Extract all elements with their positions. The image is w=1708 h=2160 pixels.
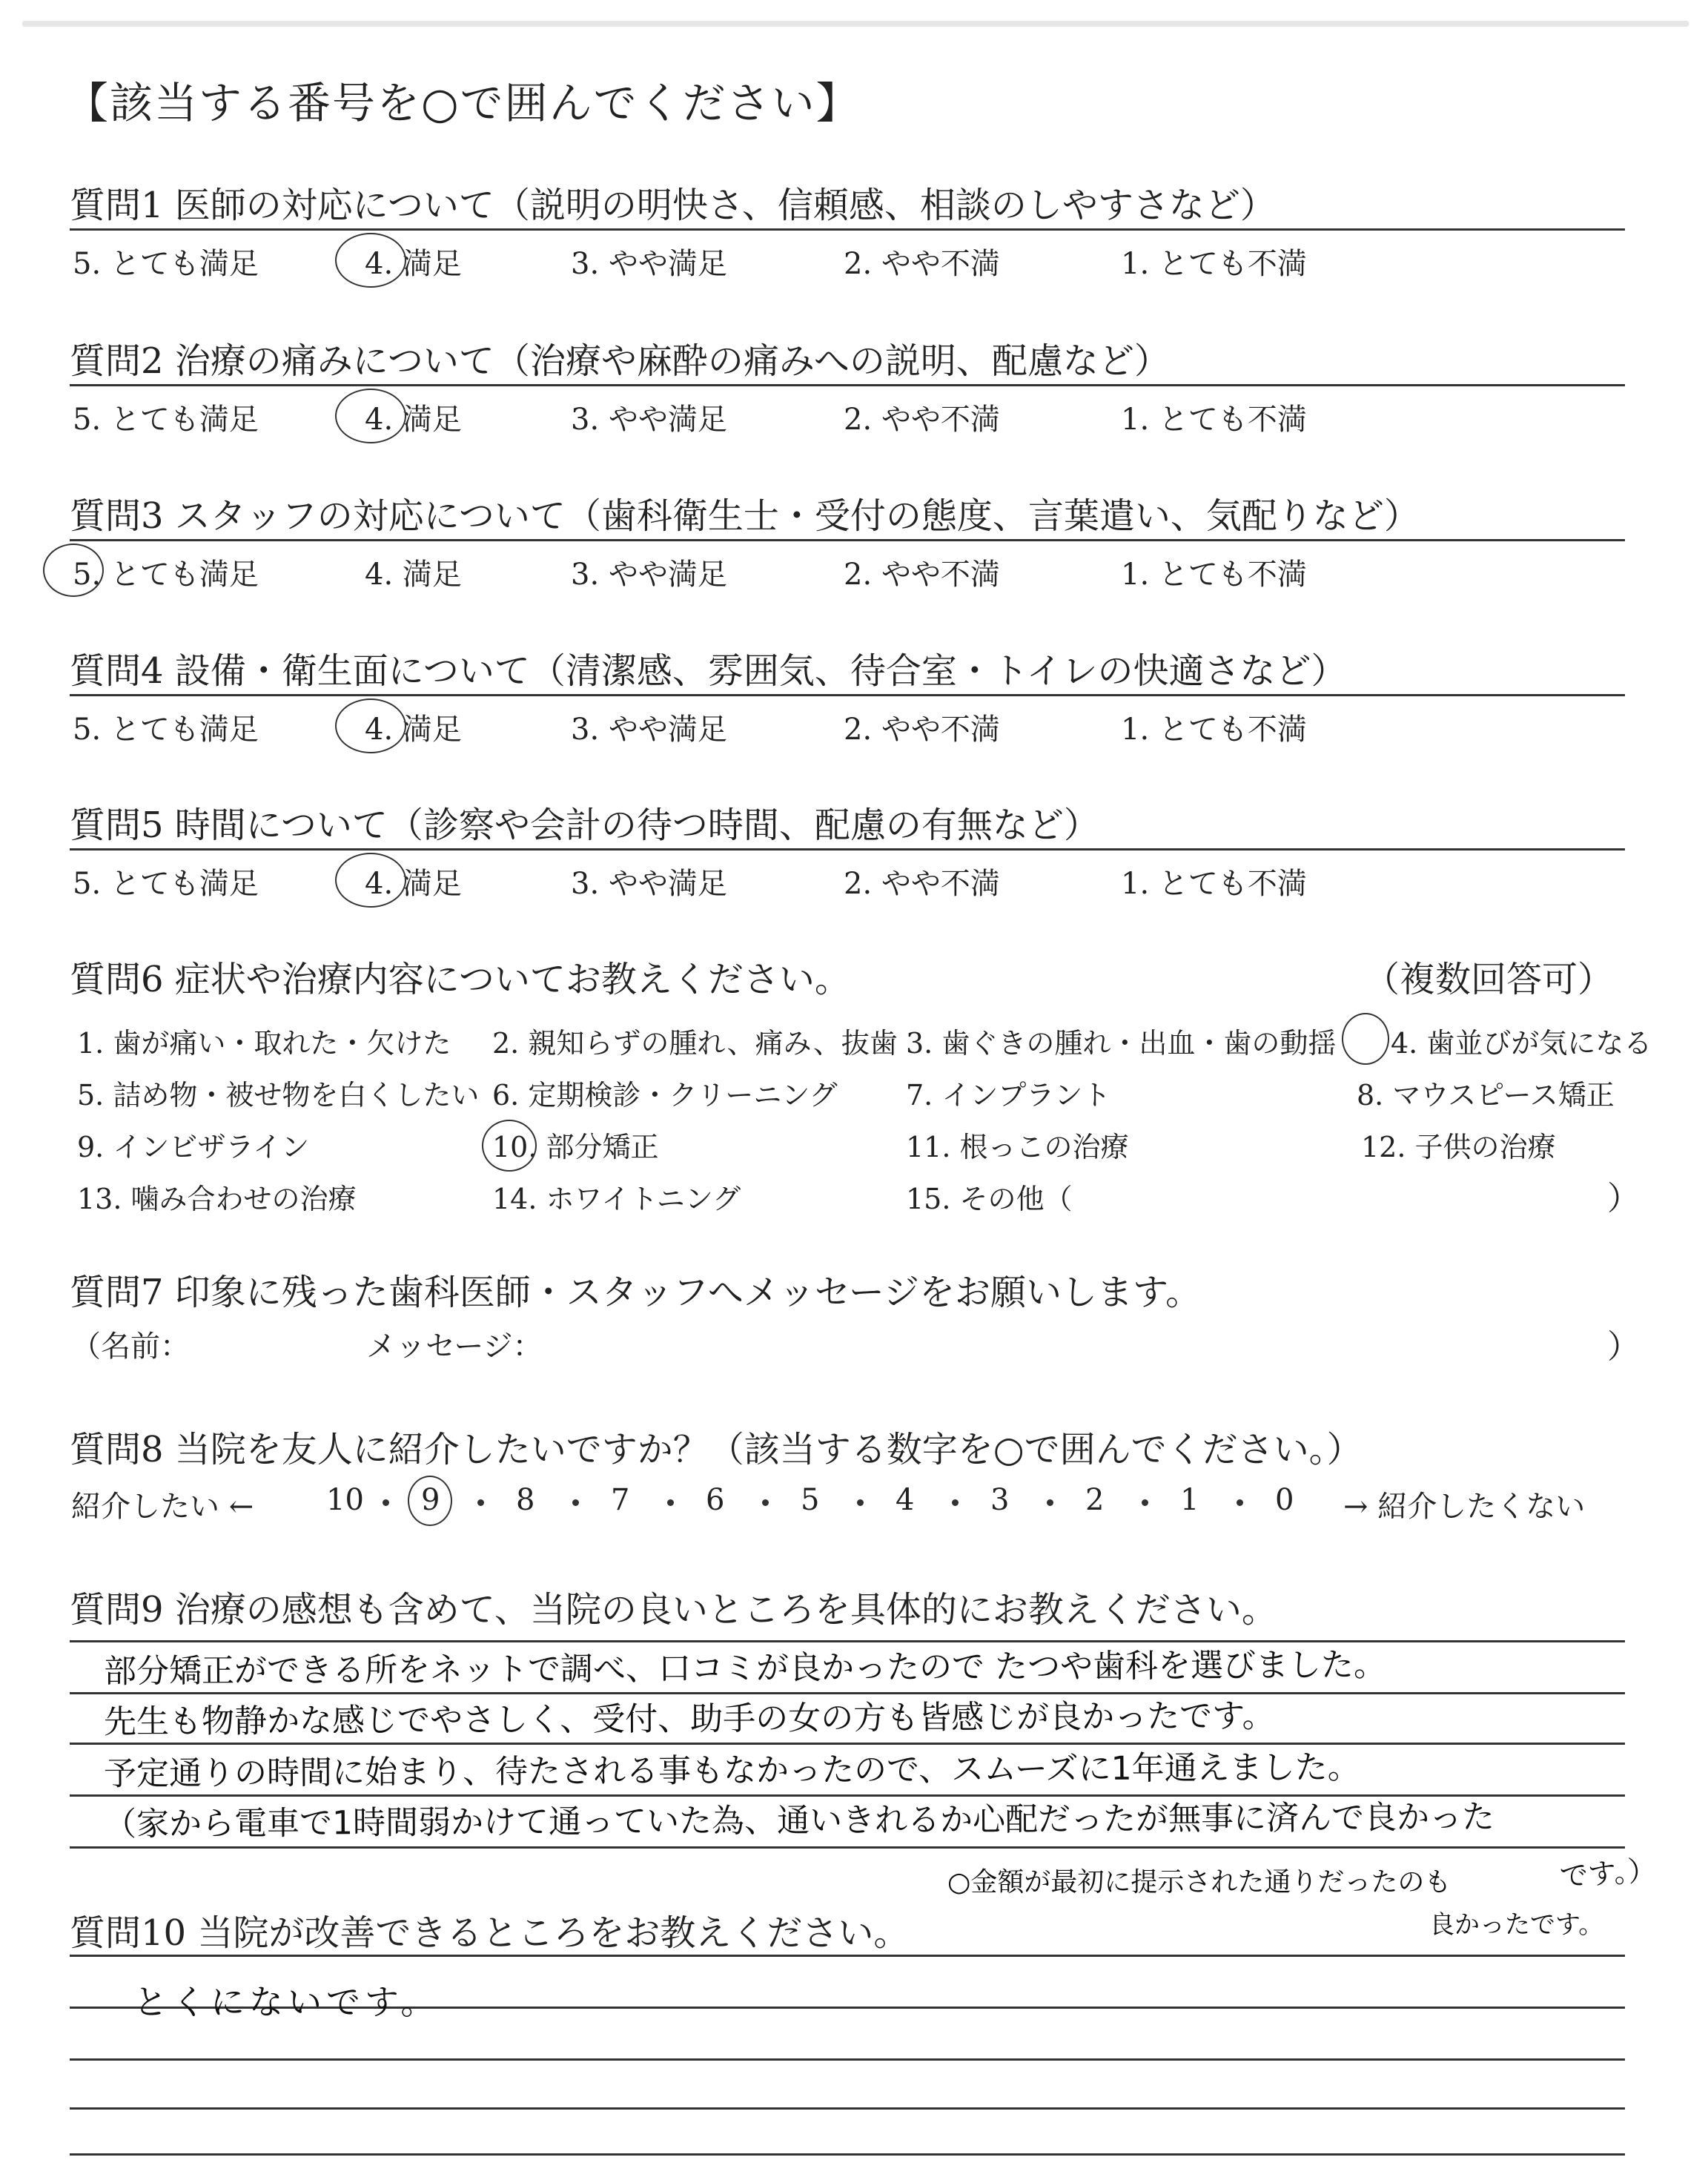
question-6-title: 質問6 症状や治療内容についてお教えください。: [70, 959, 850, 1000]
question-5-option-2[interactable]: 2. やや不満: [844, 867, 1000, 901]
question-10-handwritten-answer: とくにないです。: [133, 1982, 440, 2022]
question-9-handwritten-line-5: です。）: [1558, 1853, 1658, 1893]
question-6-option-10[interactable]: 10. 部分矯正: [492, 1131, 659, 1163]
question-5-option-4[interactable]: 4. 満足: [365, 867, 462, 901]
question-1-option-3[interactable]: 3. やや満足: [571, 247, 727, 281]
question-8-separator-dot: [1142, 1499, 1148, 1506]
question-6-option-1[interactable]: 1. 歯が痛い・取れた・欠けた: [77, 1027, 451, 1060]
question-6-option-4[interactable]: 4. 歯並びが気になる: [1391, 1027, 1652, 1060]
question-6-option-12[interactable]: 12. 子供の治療: [1361, 1131, 1556, 1163]
question-2-option-4[interactable]: 4. 満足: [365, 403, 462, 437]
question-9-handwritten-line-3: 予定通りの時間に始まり、待たされる事もなかったので、スムーズに1年通えました。: [103, 1748, 1360, 1793]
question-10-side-note-line-1: ○金額が最初に提示された通りだったのも: [947, 1867, 1452, 1898]
question-6-option-7[interactable]: 7. インプラント: [906, 1079, 1111, 1112]
question-8-scale-6[interactable]: 6: [706, 1483, 725, 1517]
question-3-option-1[interactable]: 1. とても不満: [1121, 558, 1307, 592]
question-9-handwritten-line-4: （家から電車で1時間弱かけて通っていた為、通いきれるか心配だったが無事に済んで良かった: [103, 1798, 1495, 1843]
question-6-option-9[interactable]: 9. インビザライン: [77, 1131, 310, 1163]
question-8-separator-dot: [1047, 1499, 1053, 1506]
question-7-title: 質問7 印象に残った歯科医師・スタッフへメッセージをお願いします。: [70, 1272, 1202, 1313]
question-10-title: 質問10 当院が改善できるところをお教えください。: [70, 1912, 910, 1954]
question-9-handwritten-line-1: 部分矯正ができる所をネットで調べ、口コミが良かったので たつや歯科を選びました。: [103, 1645, 1387, 1691]
question-4-option-5[interactable]: 5. とても満足: [73, 713, 259, 747]
question-9-answer-line-5: [70, 1846, 1625, 1849]
question-1-option-5[interactable]: 5. とても満足: [73, 247, 259, 281]
question-4-title: 質問4 設備・衛生面について（清潔感、雰囲気、待合室・トイレの快適さなど）: [70, 650, 1347, 692]
question-6-option-5[interactable]: 5. 詰め物・被せ物を白くしたい: [77, 1079, 480, 1112]
question-8-scale-5[interactable]: 5: [801, 1483, 820, 1517]
question-3-rule: [70, 539, 1625, 541]
top-edge-shadow: [22, 21, 1689, 27]
question-8-scale-1[interactable]: 1: [1180, 1483, 1199, 1517]
page-title: 【該当する番号を○で囲んでください】: [65, 78, 861, 128]
question-8-scale-10[interactable]: 10: [326, 1483, 364, 1517]
question-10-answer-line-5: [70, 2153, 1625, 2156]
question-1-option-2[interactable]: 2. やや不満: [844, 247, 1000, 281]
question-3-option-5[interactable]: 5. とても満足: [73, 558, 259, 592]
question-2-option-1[interactable]: 1. とても不満: [1121, 403, 1307, 437]
question-6-note: （複数回答可）: [1364, 959, 1614, 1000]
question-8-right-label: → 紹介したくない: [1343, 1490, 1586, 1524]
question-1-title: 質問1 医師の対応について（説明の明快さ、信頼感、相談のしやすさなど）: [70, 185, 1276, 226]
question-5-option-1[interactable]: 1. とても不満: [1121, 867, 1307, 901]
question-6-option-14[interactable]: 14. ホワイトニング: [492, 1183, 741, 1215]
question-8-separator-dot: [762, 1499, 769, 1506]
question-3-option-4[interactable]: 4. 満足: [365, 558, 462, 592]
question-8-scale-3[interactable]: 3: [990, 1483, 1010, 1517]
question-8-separator-dot: [857, 1499, 864, 1506]
question-8-scale-0[interactable]: 0: [1275, 1483, 1294, 1517]
question-5-option-3[interactable]: 3. やや満足: [571, 867, 727, 901]
question-2-rule: [70, 384, 1625, 386]
question-6-option-8[interactable]: 8. マウスピース矯正: [1357, 1079, 1615, 1112]
question-2-answer-circle: [335, 389, 406, 443]
question-8-separator-dot: [572, 1499, 579, 1506]
question-6-option-3[interactable]: 3. 歯ぐきの腫れ・出血・歯の動揺: [906, 1027, 1337, 1060]
question-6-option-15[interactable]: 15. その他（: [906, 1183, 1073, 1215]
question-3-answer-circle: [43, 544, 104, 597]
question-1-option-4[interactable]: 4. 満足: [365, 247, 462, 281]
question-1-option-1[interactable]: 1. とても不満: [1121, 247, 1307, 281]
question-8-separator-dot: [477, 1499, 484, 1506]
question-2-title: 質問2 治療の痛みについて（治療や麻酔の痛みへの説明、配慮など）: [70, 340, 1170, 382]
question-6-other-close-paren: ）: [1607, 1180, 1640, 1218]
question-5-title: 質問5 時間について（診察や会計の待つ時間、配慮の有無など）: [70, 805, 1099, 846]
question-8-separator-dot: [383, 1499, 389, 1506]
question-8-scale-2[interactable]: 2: [1085, 1483, 1105, 1517]
question-5-answer-circle: [335, 853, 406, 908]
question-10-side-note-line-2: 良かったです。: [1429, 1910, 1604, 1940]
question-7-message-label[interactable]: メッセージ：: [366, 1330, 543, 1364]
question-6-answer-circle-4: [1342, 1013, 1389, 1065]
question-8-title: 質問8 当院を友人に紹介したいですか？（該当する数字を○で囲んでください。）: [70, 1429, 1363, 1470]
question-10-answer-line-4: [70, 2107, 1625, 2110]
question-8-separator-dot: [667, 1499, 674, 1506]
question-7-name-label[interactable]: （名前：: [71, 1330, 190, 1364]
question-8-scale-9[interactable]: 9: [421, 1483, 440, 1517]
question-9-handwritten-line-2: 先生も物静かな感じでやさしく、受付、助手の女の方も皆感じが良かったです。: [103, 1697, 1275, 1741]
question-2-option-5[interactable]: 5. とても満足: [73, 403, 259, 437]
question-5-option-5[interactable]: 5. とても満足: [73, 867, 259, 901]
question-6-option-6[interactable]: 6. 定期検診・クリーニング: [492, 1079, 838, 1112]
question-8-separator-dot: [952, 1499, 959, 1506]
question-1-rule: [70, 228, 1625, 231]
question-7-close-paren: ）: [1607, 1328, 1640, 1366]
question-4-rule: [70, 694, 1625, 696]
question-10-answer-line-3: [70, 2058, 1625, 2061]
question-4-option-3[interactable]: 3. やや満足: [571, 713, 727, 747]
question-6-option-2[interactable]: 2. 親知らずの腫れ、痛み、抜歯: [492, 1027, 898, 1060]
question-2-option-2[interactable]: 2. やや不満: [844, 403, 1000, 437]
question-2-option-3[interactable]: 3. やや満足: [571, 403, 727, 437]
question-8-scale-8[interactable]: 8: [516, 1483, 535, 1517]
question-1-answer-circle: [335, 233, 406, 288]
question-9-title: 質問9 治療の感想も含めて、当院の良いところを具体的にお教えください。: [70, 1589, 1277, 1631]
question-5-rule: [70, 848, 1625, 851]
question-3-title: 質問3 スタッフの対応について（歯科衛生士・受付の態度、言葉遣い、気配りなど）: [70, 495, 1420, 537]
question-4-option-2[interactable]: 2. やや不満: [844, 713, 1000, 747]
question-8-left-label: 紹介したい ←: [71, 1490, 254, 1524]
question-8-answer-circle: [408, 1476, 452, 1526]
question-4-option-4[interactable]: 4. 満足: [365, 713, 462, 747]
question-4-option-1[interactable]: 1. とても不満: [1121, 713, 1307, 747]
question-4-answer-circle: [335, 698, 406, 753]
question-8-separator-dot: [1237, 1499, 1243, 1506]
question-3-option-3[interactable]: 3. やや満足: [571, 558, 727, 592]
question-6-option-13[interactable]: 13. 噛み合わせの治療: [77, 1183, 357, 1215]
question-8-scale-7[interactable]: 7: [611, 1483, 630, 1517]
question-6-option-11[interactable]: 11. 根っこの治療: [906, 1131, 1129, 1163]
question-10-answer-line-1: [70, 1955, 1625, 1957]
question-8-scale-4[interactable]: 4: [896, 1483, 915, 1517]
question-6-answer-circle-10: [482, 1120, 537, 1172]
question-3-option-2[interactable]: 2. やや不満: [844, 558, 1000, 592]
